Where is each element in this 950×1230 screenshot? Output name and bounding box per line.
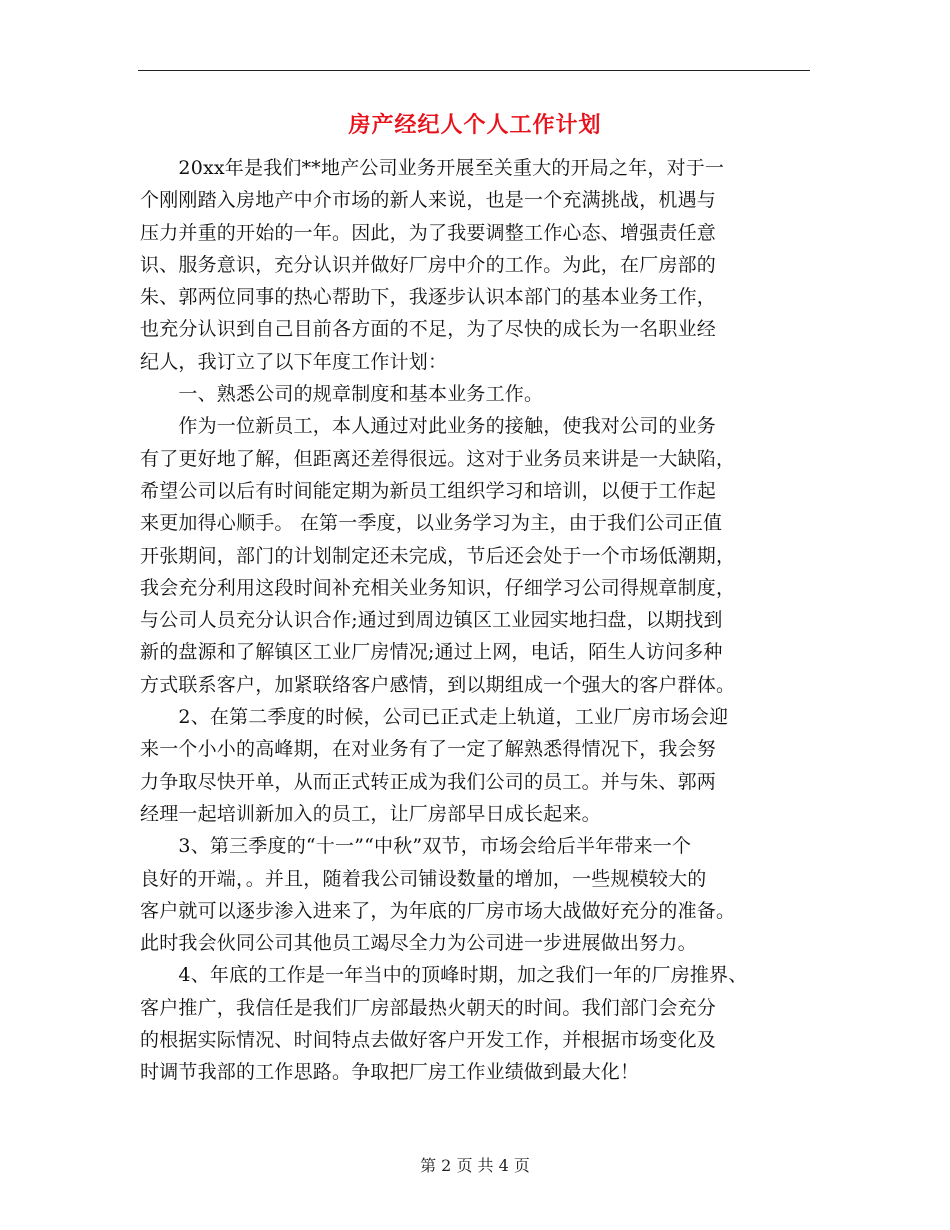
text-line: 客户推广，我信任是我们厂房部最热火朝天的时间。我们部门会充分 bbox=[140, 996, 717, 1019]
text-line: 纪人，我订立了以下年度工作计划： bbox=[140, 350, 448, 373]
text-line: 良好的开端，。并且，随着我公司铺设数量的增加，一些规模较大的 bbox=[140, 867, 707, 890]
text-line: 希望公司以后有时间能定期为新员工组织学习和培训，以便于工作起 bbox=[140, 479, 717, 502]
text-line: 20xx年是我们**地产公司业务开展至关重大的开局之年，对于一 bbox=[140, 157, 725, 179]
text-line: 方式联系客户，加紧联络客户感情，到以期组成一个强大的客户群体。 bbox=[140, 673, 736, 696]
document-body bbox=[140, 152, 816, 1089]
text-line: 压力并重的开始的一年。因此，为了我要调整工作心态、增强责任意 bbox=[140, 221, 717, 244]
text-line: 来更加得心顺手。 在第一季度，以业务学习为主，由于我们公司正值 bbox=[140, 512, 723, 535]
text-line: 一、熟悉公司的规章制度和基本业务工作。 bbox=[140, 383, 544, 406]
text-line: 新的盘源和了解镇区工业厂房情况;通过上网，电话，陌生人访问多种 bbox=[140, 641, 723, 664]
text-line: 此时我会伙同公司其他员工竭尽全力为公司进一步进展做出努力。 bbox=[140, 932, 697, 955]
text-line: 有了更好地了解，但距离还差得很远。这对于业务员来讲是一大缺陷， bbox=[140, 447, 736, 470]
text-line: 的根据实际情况、时间特点去做好客户开发工作，并根据市场变化及 bbox=[140, 1029, 717, 1052]
text-line: 朱、郭两位同事的热心帮助下，我逐步认识本部门的基本业务工作， bbox=[140, 286, 717, 309]
text-line: 时调节我部的工作思路。争取把厂房工作业绩做到最大化！ bbox=[140, 1061, 640, 1084]
text-line: 与公司人员充分认识合作;通过到周边镇区工业园实地扫盘，以期找到 bbox=[140, 609, 723, 632]
text-line: 客户就可以逐步渗入进来了，为年底的厂房市场大战做好充分的准备。 bbox=[140, 899, 736, 922]
text-line: 作为一位新员工，本人通过对此业务的接触，使我对公司的业务 bbox=[140, 415, 717, 438]
page-number: 第 2 页 共 4 页 bbox=[420, 1156, 530, 1175]
text-line: 个刚刚踏入房地产中介市场的新人来说，也是一个充满挑战，机遇与 bbox=[140, 189, 717, 212]
document-title: 房产经纪人个人工作计划 bbox=[348, 112, 602, 138]
text-line: 力争取尽快开单，从而正式转正成为我们公司的员工。并与朱、郭两 bbox=[140, 770, 717, 793]
text-line: 也充分认识到自己目前各方面的不足，为了尽快的成长为一名职业经 bbox=[140, 318, 717, 341]
text-line: 4、年底的工作是一年当中的顶峰时期，加之我们一年的厂房推界、 bbox=[140, 964, 748, 987]
header-rule bbox=[138, 70, 810, 71]
text-line: 开张期间，部门的计划制定还未完成，节后还会处于一个市场低潮期， bbox=[140, 544, 736, 567]
text-line: 我会充分利用这段时间补充相关业务知识，仔细学习公司得规章制度， bbox=[140, 576, 736, 599]
text-line: 识、服务意识，充分认识并做好厂房中介的工作。为此，在厂房部的 bbox=[140, 253, 717, 276]
text-line: 2、在第二季度的时候，公司已正式走上轨道，工业厂房市场会迎 bbox=[140, 706, 729, 729]
text-line: 3、第三季度的“十一”“中秋”双节，市场会给后半年带来一个 bbox=[140, 835, 692, 858]
text-line: 来一个小小的高峰期，在对业务有了一定了解熟悉得情况下，我会努 bbox=[140, 738, 717, 761]
text-line: 经理一起培训新加入的员工，让厂房部早日成长起来。 bbox=[140, 802, 601, 825]
